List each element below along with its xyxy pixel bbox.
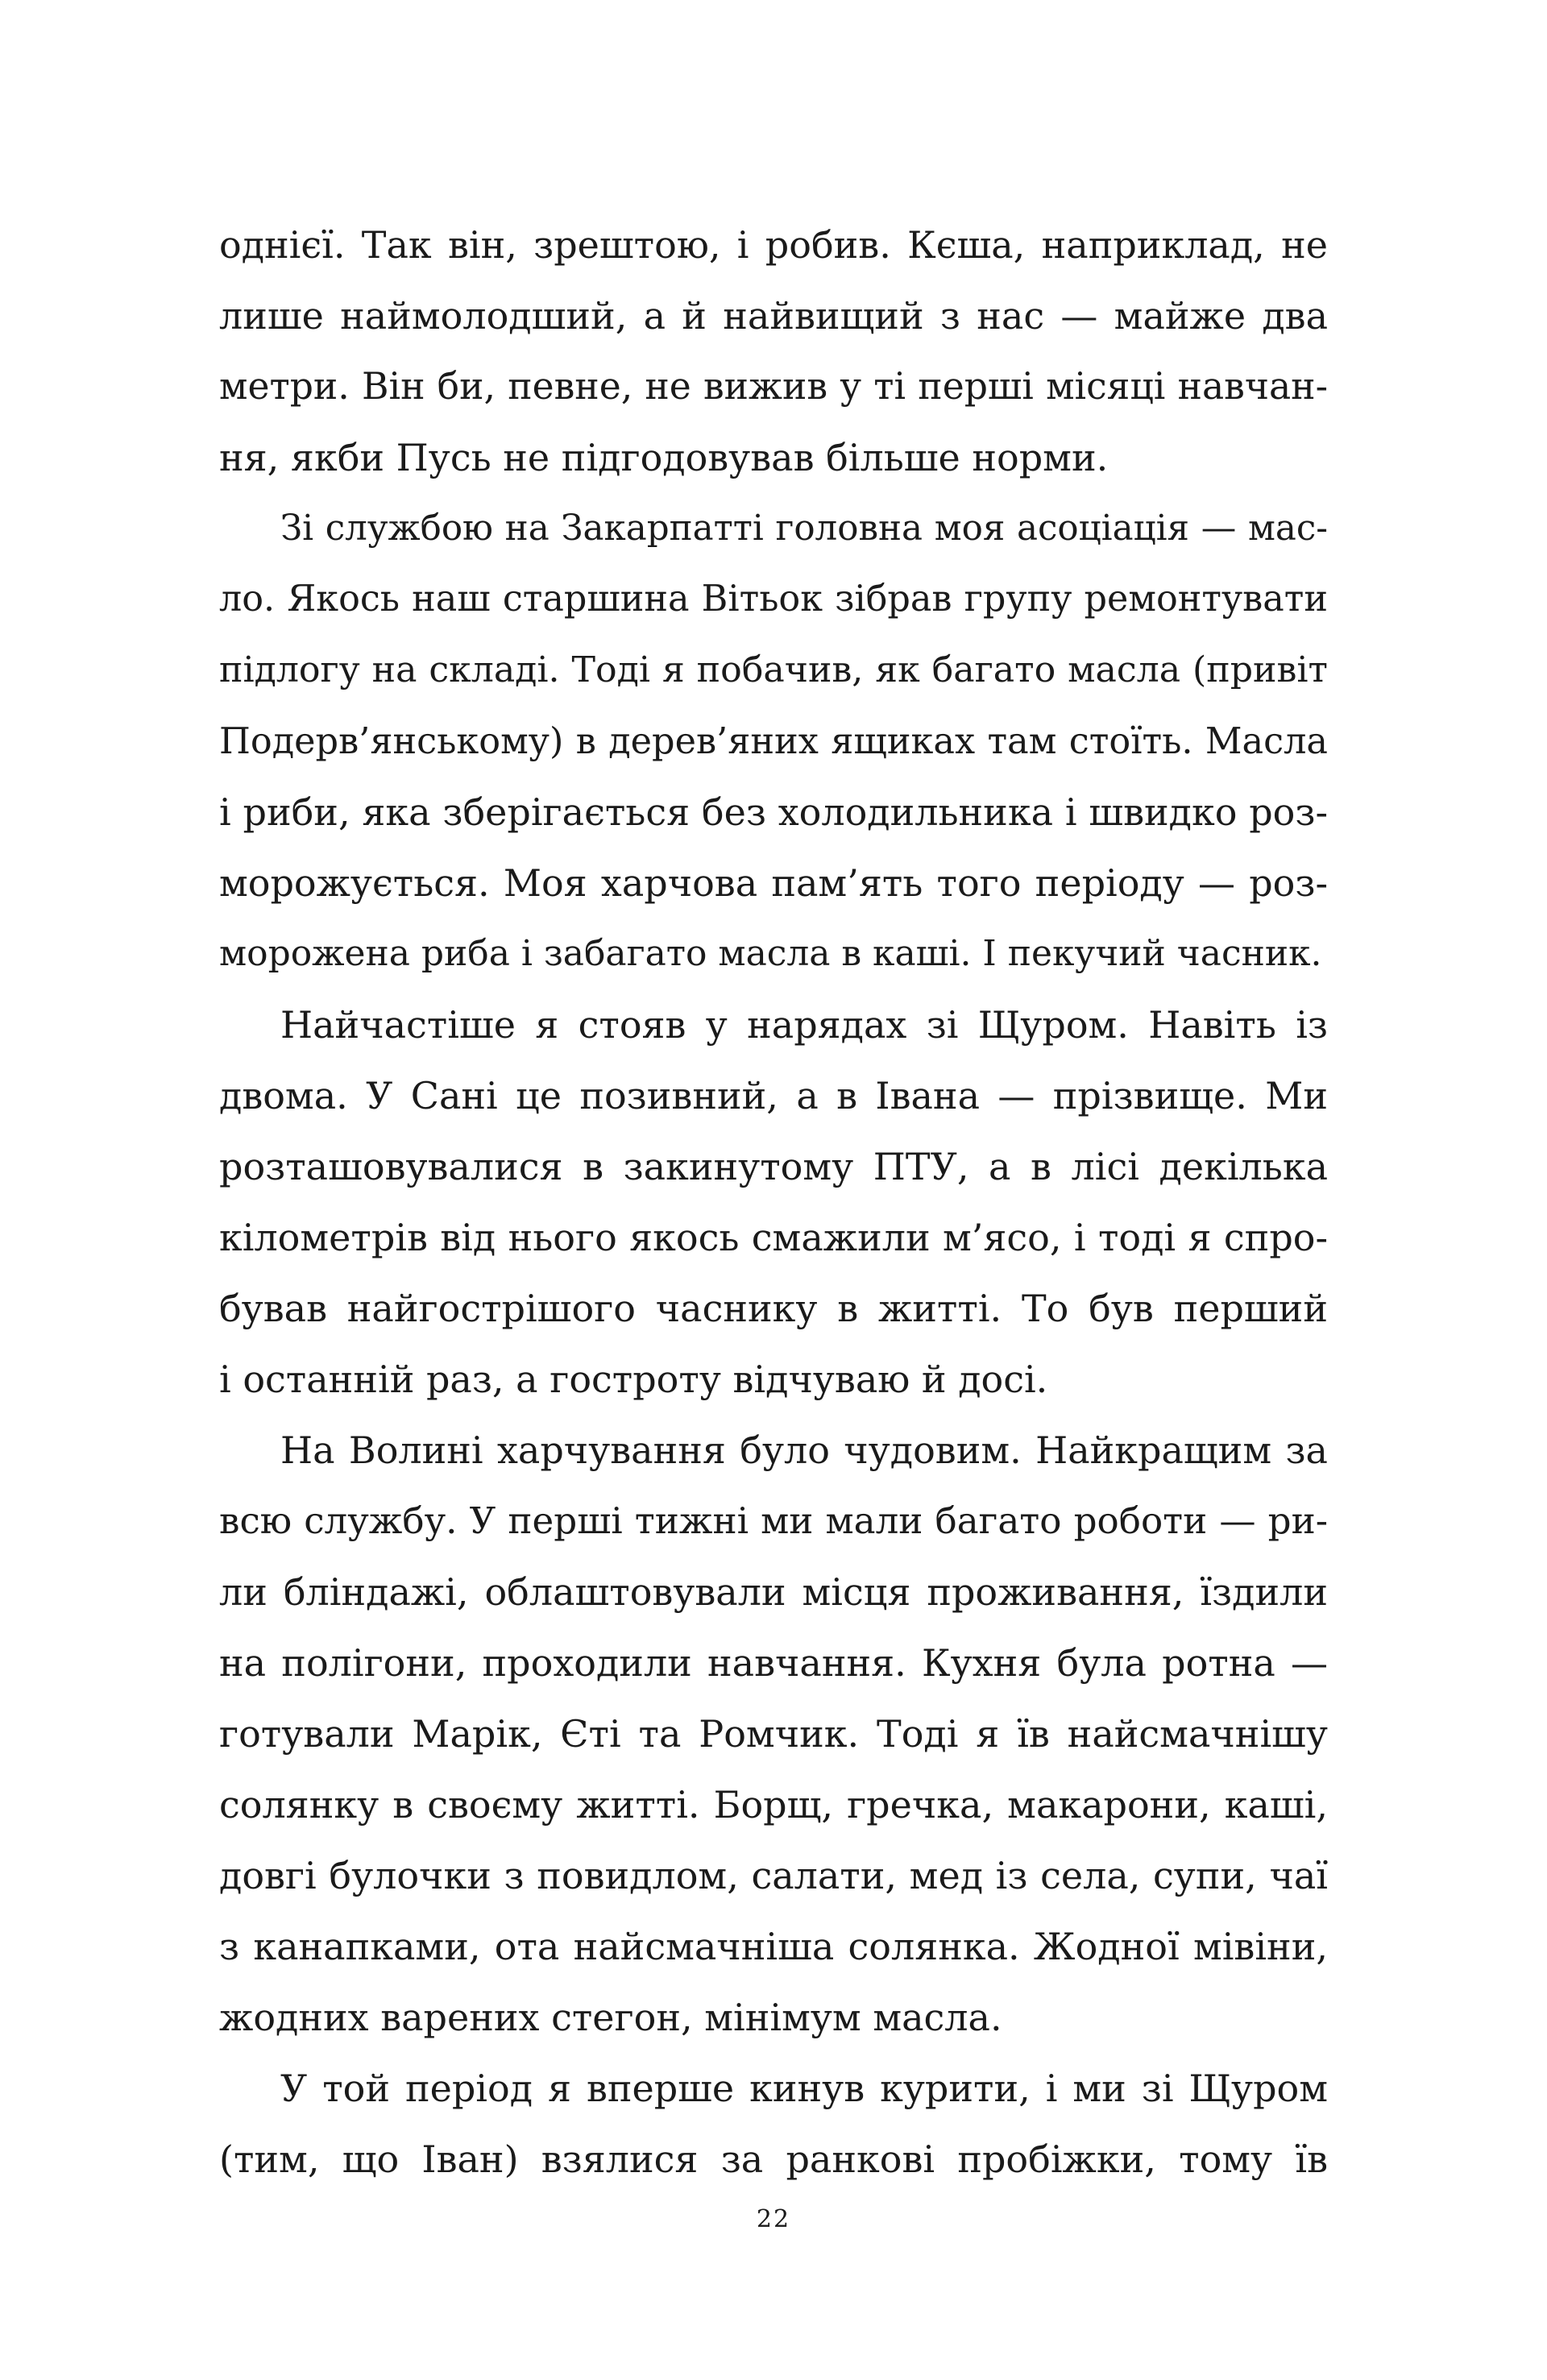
text-line: Зі службою на Закарпатті головна моя асоціація — мас- xyxy=(280,508,1328,549)
text-line: У той період я вперше кинув курити, і ми зі Щуром xyxy=(280,2067,1328,2110)
text-line: однієї. Так він, зрештою, і робив. Кєша, наприклад, не xyxy=(219,223,1328,267)
text-line: Найчастіше я стояв у нарядах зі Щуром. Навіть із xyxy=(280,1003,1328,1047)
text-line: кілометрів від нього якось смажили м’ясо, і тоді я спро- xyxy=(219,1216,1328,1259)
text-line: солянку в своєму житті. Борщ, гречка, макарони, каші, xyxy=(219,1783,1328,1826)
text-line: На Волині харчування було чудовим. Найкращим за xyxy=(280,1428,1328,1472)
text-line: двома. У Сані це позивний, а в Івана — прізвище. Ми xyxy=(219,1074,1328,1117)
text-line: Подерв’янському) в дерев’яних ящиках там стоїть. Масла xyxy=(219,720,1328,762)
text-line: ли бліндажі, облаштовували місця проживання, їздили xyxy=(219,1570,1328,1614)
text-line: готували Марік, Єті та Ромчик. Тоді я їв найсмачнішу xyxy=(219,1712,1328,1756)
text-line: підлогу на складі. Тоді я побачив, як багато масла (привіт xyxy=(219,649,1328,690)
text-line: ня, якби Пусь не підгодовував більше норми. xyxy=(219,436,1109,479)
text-line: лише наймолодший, а й найвищий з нас — майже два xyxy=(219,294,1328,338)
text-line: і останній раз, а гостроту відчуваю й досі. xyxy=(219,1358,1048,1401)
text-line: бував найгострішого часнику в житті. То був перший xyxy=(219,1287,1328,1330)
text-line: морожена риба і забагато масла в каші. І пекучий часник. xyxy=(219,933,1322,974)
text-line: з канапками, ота найсмачніша солянка. Жодної мівіни, xyxy=(219,1925,1328,1968)
page-number: 22 xyxy=(756,2205,791,2233)
text-line: всю службу. У перші тижні ми мали багато роботи — ри- xyxy=(219,1499,1328,1542)
body-text xyxy=(219,209,1328,2195)
text-line: морожується. Моя харчова пам’ять того періоду — роз- xyxy=(219,861,1328,905)
text-line: ло. Якось наш старшина Вітьок зібрав групу ремонтувати xyxy=(219,578,1328,620)
text-line: жодних варених стегон, мінімум масла. xyxy=(219,1996,1002,2039)
text-line: розташовувалися в закинутому ПТУ, а в лісі декілька xyxy=(219,1145,1328,1188)
text-line: метри. Він би, певне, не вижив у ті перші місяці навчан- xyxy=(219,365,1328,408)
text-line: (тим, що Іван) взялися за ранкові пробіжки, тому їв xyxy=(219,2137,1328,2181)
text-line: довгі булочки з повидлом, салати, мед із села, супи, чаї xyxy=(219,1854,1328,1897)
text-line: на полігони, проходили навчання. Кухня була ротна — xyxy=(219,1641,1328,1685)
text-line: і риби, яка зберігається без холодильника і швидко роз- xyxy=(219,790,1328,834)
